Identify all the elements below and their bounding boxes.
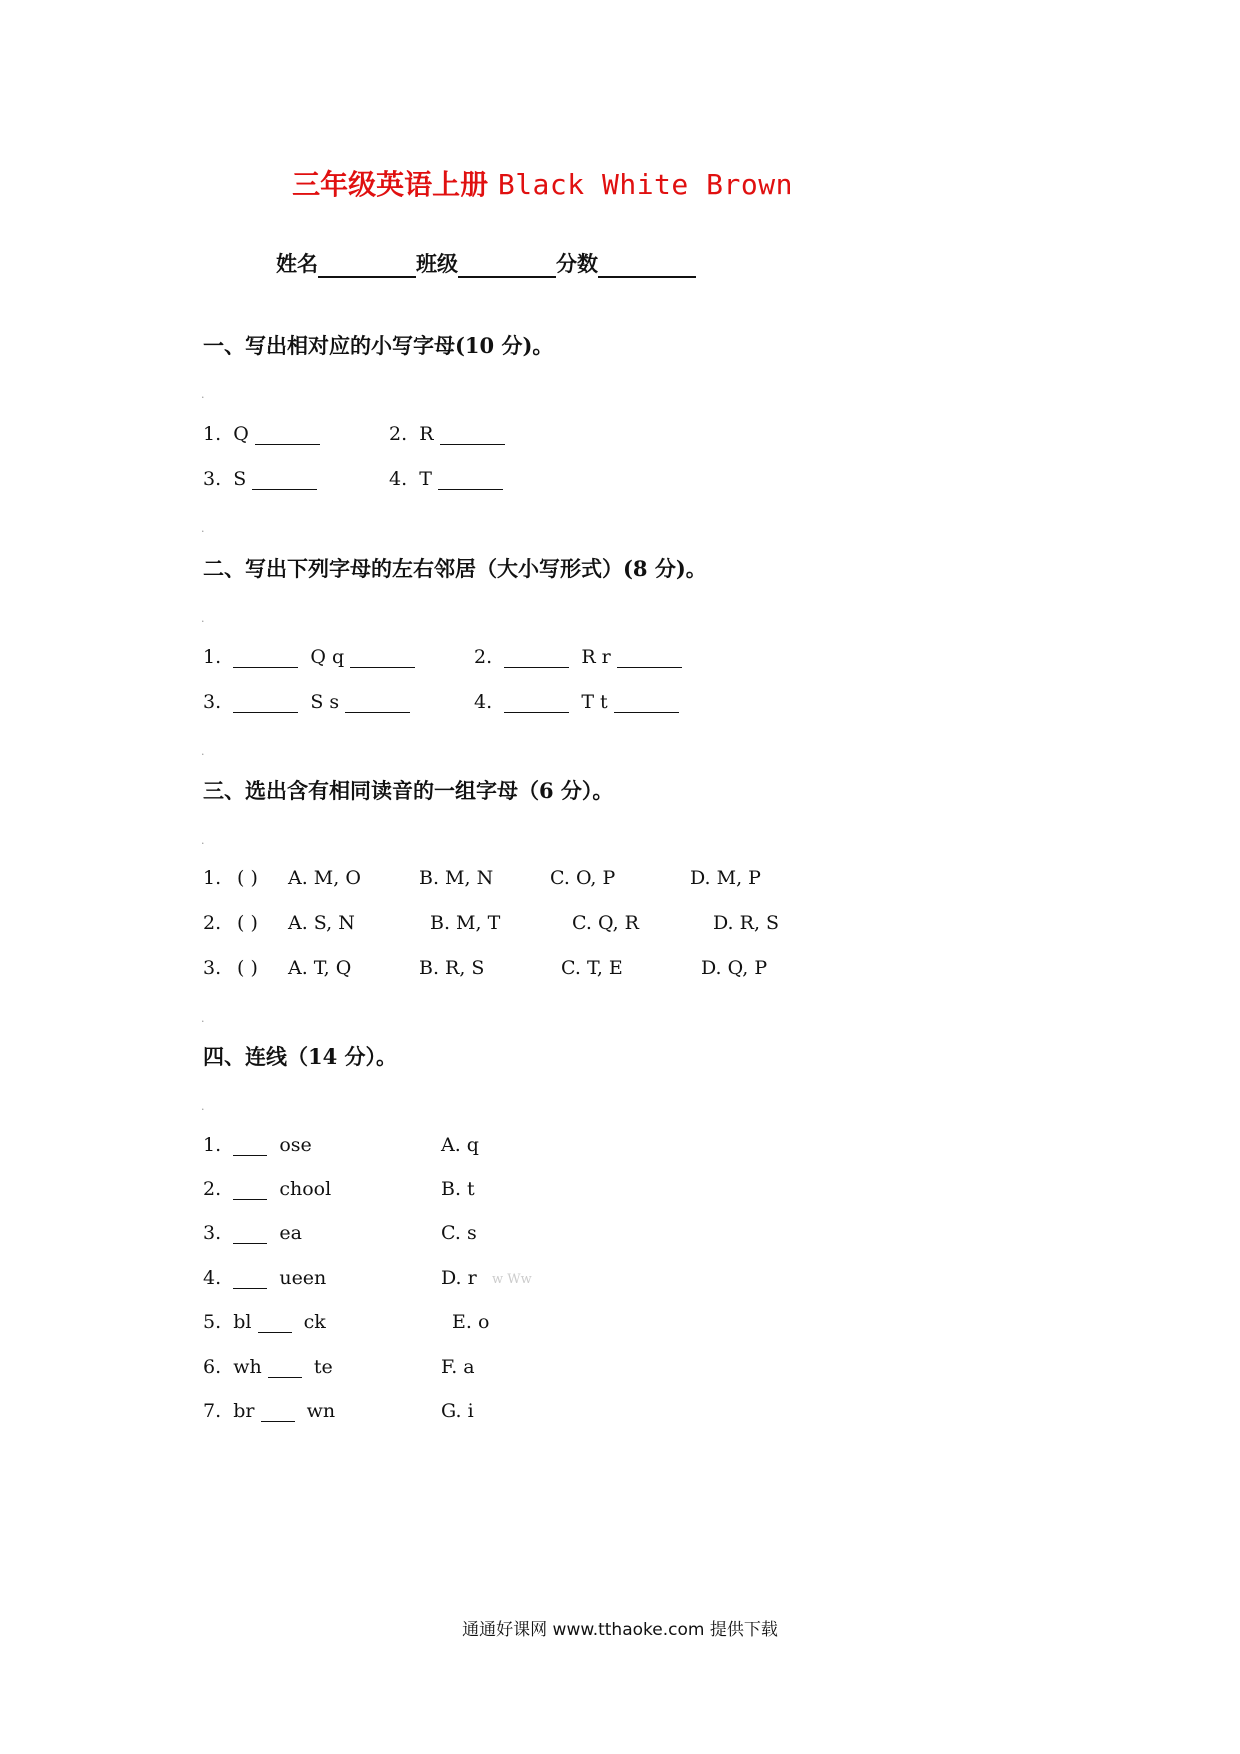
page-title xyxy=(0,163,1085,203)
faint-watermark-text: w Ww xyxy=(492,1272,532,1287)
s3-num-1: 1. xyxy=(203,867,222,889)
s4-left-item-6: 6. wh te xyxy=(203,1356,333,1378)
s3-option-b: B. R, S xyxy=(419,957,485,979)
s4-left-item-7: 7. br wn xyxy=(203,1400,336,1422)
letter-blank[interactable] xyxy=(258,1314,292,1333)
s4-right-option-a[interactable]: A. q xyxy=(441,1134,479,1156)
s4-left-item-3: 3. ea xyxy=(203,1222,302,1244)
s3-option-d: D. Q, P xyxy=(701,957,768,979)
letter-blank[interactable] xyxy=(233,1181,267,1200)
spacer-mark: . xyxy=(201,1100,205,1113)
section2-heading: 二、写出下列字母的左右邻居（大小写形式）(8 分)。 xyxy=(203,556,707,581)
s4-left-item-5: 5. bl ck xyxy=(203,1311,326,1333)
student-info-line xyxy=(276,248,696,278)
s3-option-a: A. S, N xyxy=(288,912,355,934)
s4-right-option-b[interactable]: B. t xyxy=(441,1178,475,1200)
spacer-mark: . xyxy=(201,388,205,401)
class-label: 班级 xyxy=(416,251,458,276)
right-neighbor-blank[interactable] xyxy=(350,649,415,668)
s4-right-option-f[interactable]: F. a xyxy=(441,1356,475,1378)
s2-item-4: 4. T t xyxy=(474,691,679,713)
s1-item-2: 2. R xyxy=(389,423,505,445)
answer-blank[interactable] xyxy=(440,426,505,445)
spacer-mark: . xyxy=(201,745,205,758)
s3-answer-paren[interactable]: ( ) xyxy=(237,957,258,979)
s2-item-3: 3. S s xyxy=(203,691,410,713)
letter-blank[interactable] xyxy=(233,1225,267,1244)
s3-option-c: C. T, E xyxy=(561,957,623,979)
s4-left-item-1: 1. ose xyxy=(203,1134,312,1156)
letter-blank[interactable] xyxy=(261,1403,295,1422)
class-blank[interactable] xyxy=(458,254,556,278)
left-neighbor-blank[interactable] xyxy=(504,694,569,713)
letter-blank[interactable] xyxy=(233,1270,267,1289)
letter-blank[interactable] xyxy=(233,1137,267,1156)
s4-left-item-4: 4. ueen xyxy=(203,1267,327,1289)
s3-option-a: A. M, O xyxy=(288,867,361,889)
s4-right-option-d[interactable]: D. r xyxy=(441,1267,477,1289)
s3-option-c: C. Q, R xyxy=(572,912,639,934)
section1-heading: 一、写出相对应的小写字母(10 分)。 xyxy=(203,333,554,358)
s1-item-4: 4. T xyxy=(389,468,503,490)
title-zh: 三年级英语上册 xyxy=(292,168,489,201)
answer-blank[interactable] xyxy=(252,471,317,490)
footer-source: 通通好课网 www.tthaoke.com 提供下载 xyxy=(462,1620,778,1640)
s3-option-b: B. M, T xyxy=(430,912,501,934)
section3-heading: 三、选出含有相同读音的一组字母（6 分）。 xyxy=(203,778,614,803)
s3-option-c: C. O, P xyxy=(550,867,616,889)
s3-num-2: 2. xyxy=(203,912,222,934)
s3-option-a: A. T, Q xyxy=(288,957,352,979)
s2-item-1: 1. Q q xyxy=(203,646,415,668)
left-neighbor-blank[interactable] xyxy=(233,694,298,713)
s3-option-d: D. R, S xyxy=(713,912,780,934)
s4-right-option-g[interactable]: G. i xyxy=(441,1400,474,1422)
spacer-mark: . xyxy=(201,1012,205,1025)
s2-item-2: 2. R r xyxy=(474,646,682,668)
answer-blank[interactable] xyxy=(255,426,320,445)
left-neighbor-blank[interactable] xyxy=(233,649,298,668)
name-blank[interactable] xyxy=(318,254,416,278)
right-neighbor-blank[interactable] xyxy=(617,649,682,668)
answer-blank[interactable] xyxy=(438,471,503,490)
s3-option-d: D. M, P xyxy=(690,867,761,889)
s3-answer-paren[interactable]: ( ) xyxy=(237,867,258,889)
s4-right-option-c[interactable]: C. s xyxy=(441,1222,477,1244)
score-label: 分数 xyxy=(556,251,598,276)
right-neighbor-blank[interactable] xyxy=(614,694,679,713)
name-label: 姓名 xyxy=(276,251,318,276)
spacer-mark: . xyxy=(201,834,205,847)
spacer-mark: . xyxy=(201,612,205,625)
section4-heading: 四、连线（14 分）。 xyxy=(203,1044,398,1069)
s3-option-b: B. M, N xyxy=(419,867,494,889)
spacer-mark: . xyxy=(201,522,205,535)
s3-num-3: 3. xyxy=(203,957,222,979)
s1-item-3: 3. S xyxy=(203,468,317,490)
s3-answer-paren[interactable]: ( ) xyxy=(237,912,258,934)
left-neighbor-blank[interactable] xyxy=(504,649,569,668)
score-blank[interactable] xyxy=(598,254,696,278)
s1-item-1: 1. Q xyxy=(203,423,320,445)
title-en: Black White Brown xyxy=(497,168,793,201)
s4-right-option-e[interactable]: E. o xyxy=(452,1311,490,1333)
letter-blank[interactable] xyxy=(268,1359,302,1378)
s4-left-item-2: 2. chool xyxy=(203,1178,332,1200)
right-neighbor-blank[interactable] xyxy=(345,694,410,713)
